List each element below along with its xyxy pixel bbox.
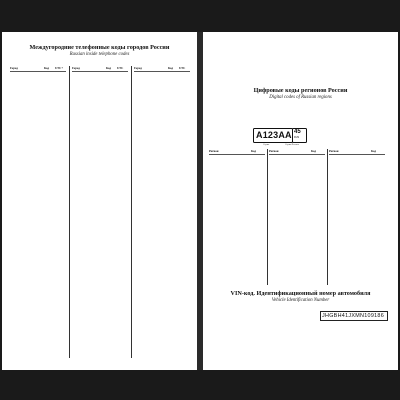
table-row [10,327,66,332]
table-row [72,203,128,208]
table-row [10,242,66,247]
table-row [134,86,190,91]
table-row [72,171,128,176]
plate-caption-series: Серия [263,143,270,146]
vin-code-box [320,311,388,321]
table-row [72,268,128,273]
table-row [10,294,66,299]
table-row [72,262,128,267]
column-header: Код [251,149,256,153]
header-rule [209,154,265,155]
table-row [72,132,128,137]
column-header: UTC [117,66,124,70]
column-header: Город [134,66,142,70]
table-row [134,346,190,351]
table-row [134,145,190,150]
table-row [134,320,190,325]
table-row [72,145,128,150]
table-row [134,268,190,273]
table-row [134,177,190,182]
column-header: Код [106,66,111,70]
table-row [10,132,66,137]
table-row [134,294,190,299]
table-row [134,307,190,312]
license-plate-region [292,128,307,143]
table-row [10,177,66,182]
book-spine [197,32,203,370]
table-row [10,197,66,202]
table-row [10,203,66,208]
table-row [10,73,66,78]
table-row [10,158,66,163]
column-header: UTC [179,66,186,70]
column-header: Город [10,66,18,70]
table-row [72,327,128,332]
table-row [10,301,66,306]
table-row [72,125,128,130]
table-row [134,353,190,358]
table-row [10,353,66,358]
table-row [72,164,128,169]
table-row [134,171,190,176]
table-row [72,151,128,156]
table-row [10,249,66,254]
table-row [72,158,128,163]
table-row [72,353,128,358]
table-row [72,314,128,319]
table-row [209,284,265,289]
right-page [203,32,398,370]
table-row [10,288,66,293]
column-header: Код [311,149,316,153]
table-row [134,132,190,137]
table-row [10,190,66,195]
table-row [10,307,66,312]
table-row [72,255,128,260]
table-row [134,301,190,306]
table-row [10,138,66,143]
plate-country: RUS [294,136,300,139]
column-header: Код [44,66,49,70]
table-row [10,106,66,111]
table-row [10,229,66,234]
table-row [72,229,128,234]
table-row [134,119,190,124]
table-row [10,151,66,156]
table-row [10,314,66,319]
table-row [72,119,128,124]
table-row [134,340,190,345]
table-row [72,242,128,247]
table-row [10,236,66,241]
column-divider [69,66,70,358]
column-header: Регион [209,149,219,153]
table-row [10,281,66,286]
table-row [134,138,190,143]
left-page [2,32,197,370]
table-row [134,112,190,117]
plate-region-code: 45 [294,129,301,135]
table-row [72,275,128,280]
table-row [269,284,325,289]
table-row [72,346,128,351]
table-row [72,197,128,202]
table-row [134,99,190,104]
table-row [72,288,128,293]
table-row [72,86,128,91]
table-row [10,262,66,267]
right-page-title: Цифровые коды регионов России [253,87,348,94]
table-row [134,249,190,254]
table-row [72,281,128,286]
table-row [72,294,128,299]
table-row [72,106,128,111]
table-row [72,99,128,104]
table-row [10,340,66,345]
table-row [10,223,66,228]
table-row [134,229,190,234]
table-row [10,184,66,189]
header-rule [72,71,128,72]
header-rule [134,71,190,72]
column-divider [327,149,328,285]
table-row [134,262,190,267]
column-header: Регион [329,149,339,153]
table-row [134,314,190,319]
table-row [10,145,66,150]
table-row [134,80,190,85]
table-row [72,190,128,195]
table-row [72,340,128,345]
column-divider [267,149,268,285]
table-row [10,119,66,124]
table-row [134,158,190,163]
table-row [134,151,190,156]
table-row [72,216,128,221]
table-row [134,106,190,111]
header-rule [329,154,385,155]
column-header: Регион [269,149,279,153]
table-row [72,73,128,78]
column-header: Код [371,149,376,153]
right-page-subtitle: Digital codes of Russian regions [269,95,332,100]
table-row [134,333,190,338]
plate-number: A123AA [256,130,292,140]
table-row [10,255,66,260]
table-row [134,288,190,293]
left-page-title: Междугородние телефонные коды городов России [29,44,170,51]
table-row [134,184,190,189]
column-header: Город [72,66,80,70]
vin-title: VIN-код. Идентификационный номер автомобиля [230,290,371,297]
table-row [134,275,190,280]
table-row [134,236,190,241]
table-row [72,249,128,254]
table-row [134,216,190,221]
table-row [10,164,66,169]
table-row [72,236,128,241]
license-plate-sample [253,128,293,143]
table-row [72,138,128,143]
table-row [10,346,66,351]
table-row [10,112,66,117]
table-row [10,86,66,91]
table-row [134,190,190,195]
column-divider [131,66,132,358]
table-row [134,164,190,169]
table-row [72,320,128,325]
table-row [10,268,66,273]
table-row [134,327,190,332]
table-row [72,184,128,189]
table-row [10,99,66,104]
column-header: UTC+ [55,66,64,70]
table-row [72,307,128,312]
column-header: Код [168,66,173,70]
table-row [10,171,66,176]
table-row [72,112,128,117]
table-row [72,93,128,98]
table-row [10,93,66,98]
table-row [134,93,190,98]
table-row [10,210,66,215]
table-row [329,284,385,289]
table-row [10,80,66,85]
table-row [72,210,128,215]
table-row [134,210,190,215]
table-row [10,320,66,325]
table-row [10,216,66,221]
table-row [10,275,66,280]
table-row [10,333,66,338]
table-row [10,125,66,130]
table-row [72,333,128,338]
table-row [134,125,190,130]
table-row [134,242,190,247]
table-row [134,203,190,208]
vin-code: JHGBH41JXMN109186 [322,312,385,319]
table-row [134,223,190,228]
table-row [134,197,190,202]
table-row [134,281,190,286]
table-row [72,301,128,306]
table-row [134,73,190,78]
left-page-subtitle: Russian inside telephone codes [69,52,130,57]
table-row [72,80,128,85]
header-rule [10,71,66,72]
header-rule [269,154,325,155]
table-row [72,177,128,182]
table-row [72,223,128,228]
plate-caption-region: Серия/Регион [285,143,300,146]
table-row [134,255,190,260]
vin-subtitle: Vehicle Identification Number [271,298,330,303]
